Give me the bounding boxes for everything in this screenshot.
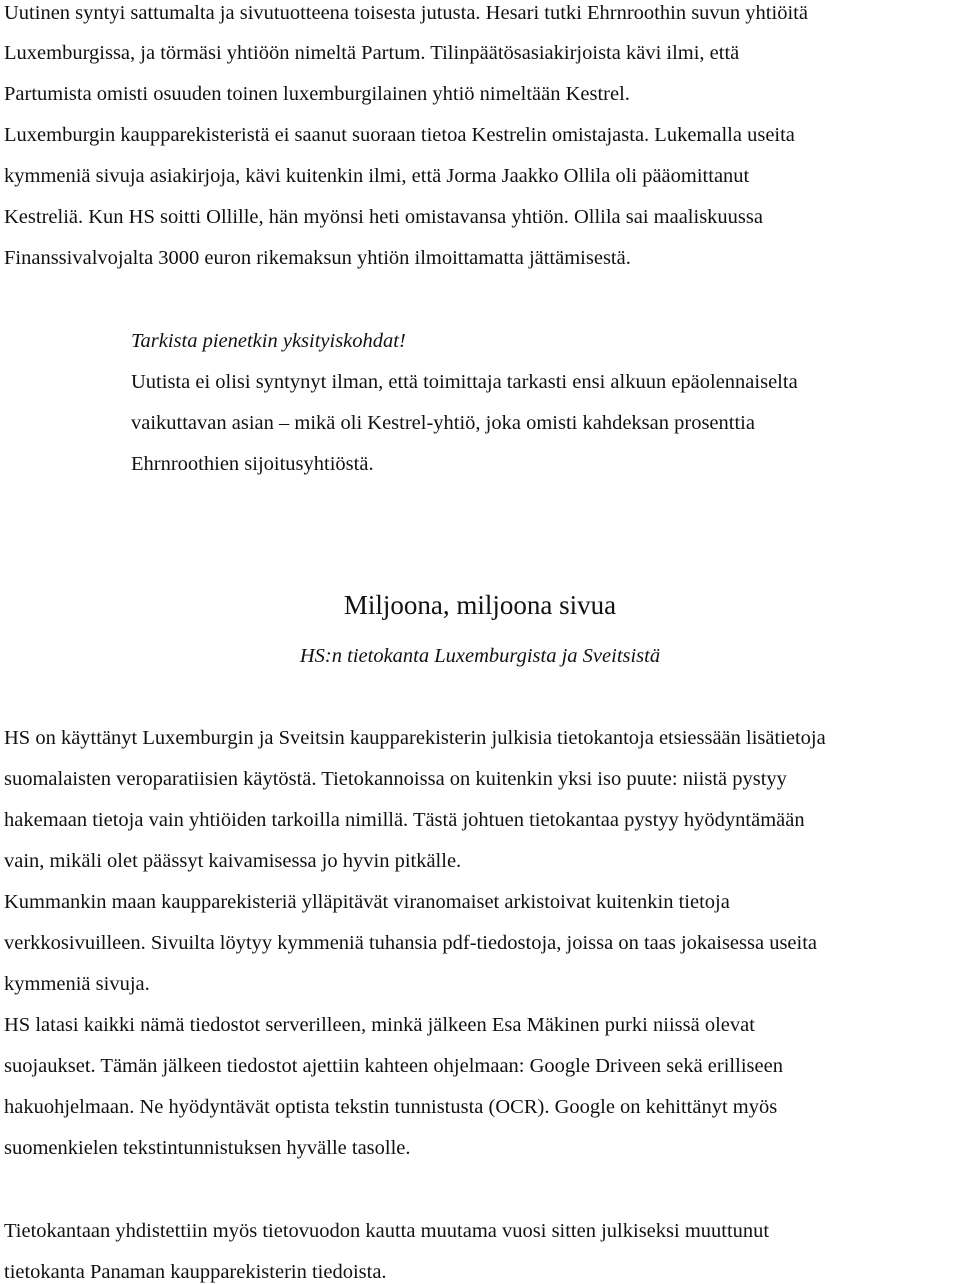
tip-line: Uutista ei olisi syntynyt ilman, että toimittaja tarkasti ensi alkuun epäolennaiselta [131, 371, 798, 393]
intro-line: Finanssivalvojalta 3000 euron rikemaksun yhtiön ilmoittamatta jättämisestä. [4, 247, 631, 269]
section-subtitle: HS:n tietokanta Luxemburgista ja Sveitsistä [299, 645, 661, 667]
body-line: suojaukset. Tämän jälkeen tiedostot ajettiin kahteen ohjelmaan: Google Driveen sekä erilliseen [4, 1055, 783, 1077]
intro-line: Uutinen syntyi sattumalta ja sivutuotteena toisesta jutusta. Hesari tutki Ehrnroothin suvun yhtiöitä [4, 2, 808, 24]
intro-line: Kestreliä. Kun HS soitti Ollille, hän myönsi heti omistavansa yhtiön. Ollila sai maaliskuussa [4, 206, 763, 228]
body-line: HS on käyttänyt Luxemburgin ja Sveitsin kaupparekisterin julkisia tietokantoja etsiessään lisätietoja [4, 727, 826, 749]
body-line: hakemaan tietoja vain yhtiöiden tarkoilla nimillä. Tästä johtuen tietokantaa pystyy hyödyntämään [4, 809, 805, 831]
tip-line: vaikuttavan asian – mikä oli Kestrel-yhtiö, joka omisti kahdeksan prosenttia [131, 412, 755, 434]
tip-heading: Tarkista pienetkin yksityiskohdat! [131, 330, 406, 352]
closing-line: tietokanta Panaman kaupparekisterin tiedoista. [4, 1261, 387, 1283]
section-title: Miljoona, miljoona sivua [343, 590, 617, 620]
body-line: hakuohjelmaan. Ne hyödyntävät optista tekstin tunnistusta (OCR). Google on kehittänyt myös [4, 1096, 778, 1118]
intro-line: Luxemburgissa, ja törmäsi yhtiöön nimeltä Partum. Tilinpäätösasiakirjoista kävi ilmi, että [4, 42, 740, 64]
body-line: suomenkielen tekstintunnistuksen hyvälle tasolle. [4, 1137, 411, 1159]
body-line: suomalaisten veroparatiisien käytöstä. Tietokannoissa on kuitenkin yksi iso puute: niistä pystyy [4, 768, 787, 790]
body-line: vain, mikäli olet päässyt kaivamisessa jo hyvin pitkälle. [4, 850, 462, 872]
body-line: HS latasi kaikki nämä tiedostot serverilleen, minkä jälkeen Esa Mäkinen purki niissä olevat [4, 1014, 755, 1036]
body-line: Kummankin maan kaupparekisteriä ylläpitävät viranomaiset arkistoivat kuitenkin tietoja [4, 891, 730, 913]
intro-line: kymmeniä sivuja asiakirjoja, kävi kuitenkin ilmi, että Jorma Jaakko Ollila oli pääomittanut [4, 165, 750, 187]
closing-line: Tietokantaan yhdistettiin myös tietovuodon kautta muutama vuosi sitten julkiseksi muuttunut [4, 1220, 770, 1242]
tip-line: Ehrnroothien sijoitusyhtiöstä. [131, 453, 374, 475]
body-line: verkkosivuilleen. Sivuilta löytyy kymmeniä tuhansia pdf-tiedostoja, joissa on taas jokaisessa useita [4, 932, 818, 954]
body-line: kymmeniä sivuja. [4, 973, 150, 995]
intro-line: Luxemburgin kaupparekisteristä ei saanut suoraan tietoa Kestrelin omistajasta. Lukemalla useita [4, 124, 795, 146]
intro-line: Partumista omisti osuuden toinen luxemburgilainen yhtiö nimeltään Kestrel. [4, 83, 630, 105]
